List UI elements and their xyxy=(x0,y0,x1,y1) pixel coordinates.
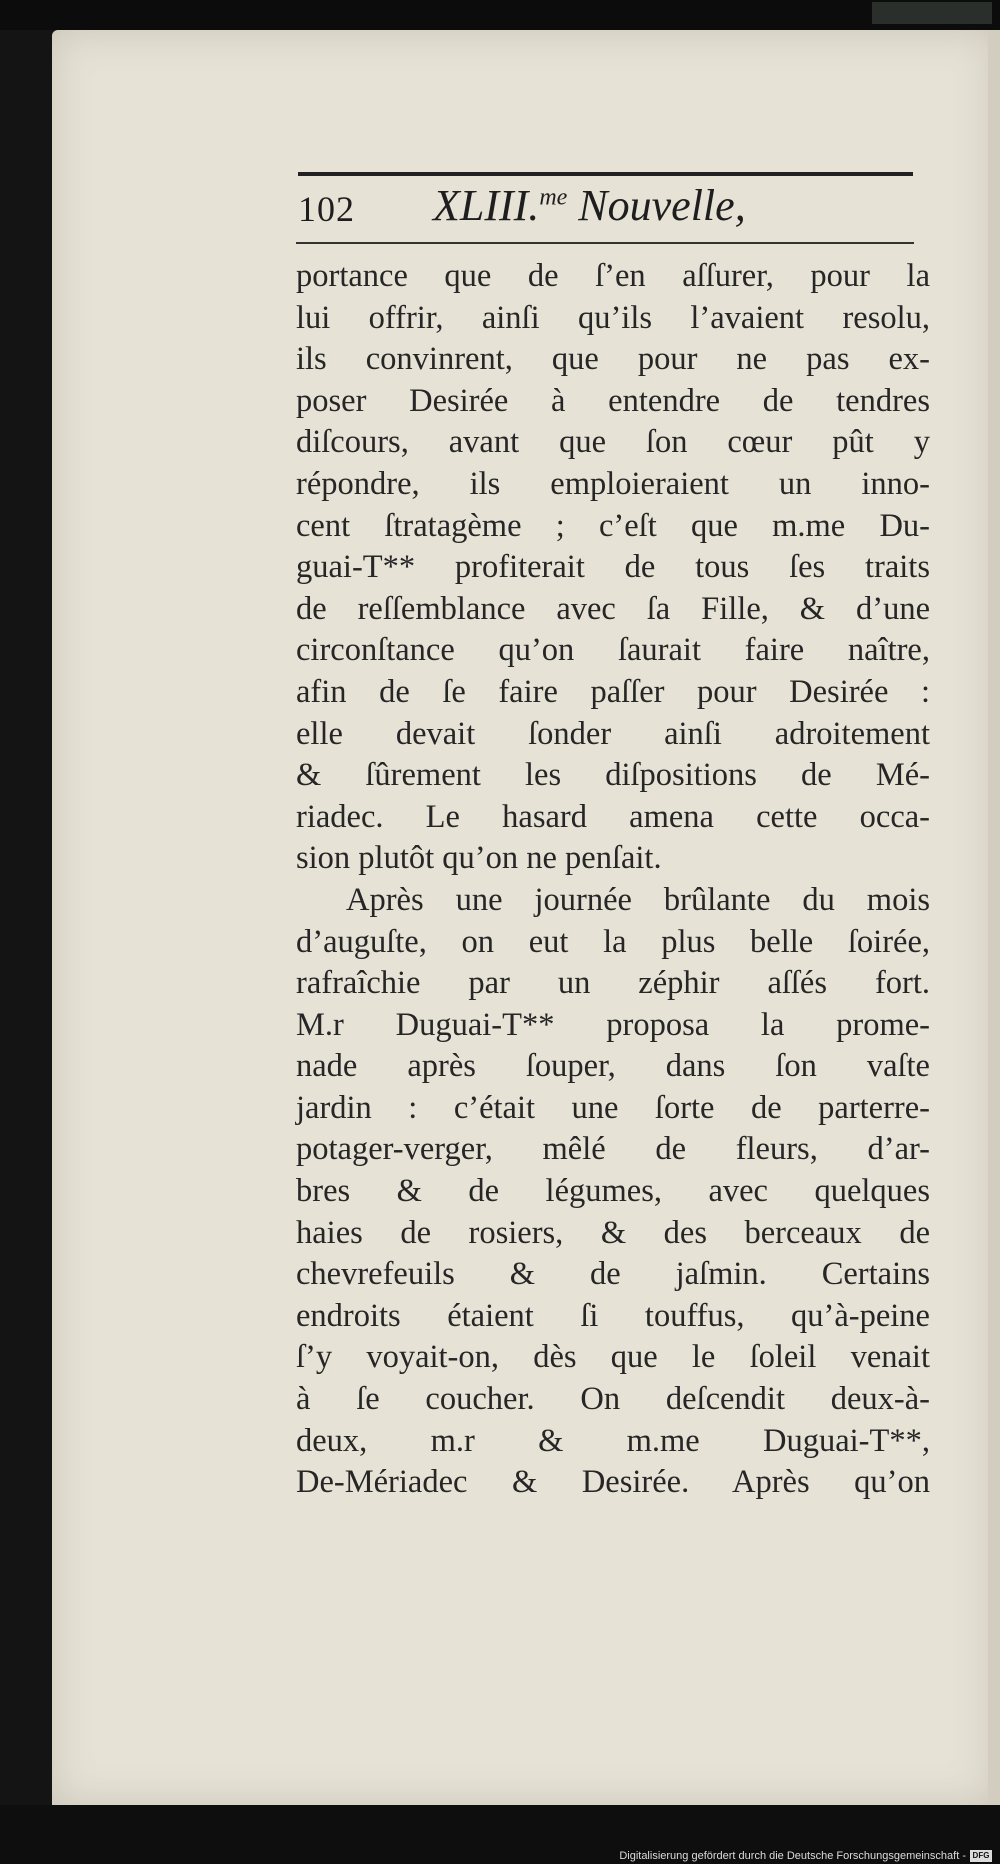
text-line: bres & de légumes, avec quelques xyxy=(296,1173,930,1210)
text-line: jardin : c’était une ſorte de parterre- xyxy=(296,1089,930,1126)
text-line: elle devait ſonder ainſi adroitement xyxy=(296,715,930,752)
text-line: & ſûrement les diſpositions de Mé- xyxy=(296,757,930,794)
text-line: ſ’y voyait-on, dès que le ſoleil venait xyxy=(296,1339,930,1376)
credit-text: Digitalisierung gefördert durch die Deutsche Forschungsgemeinschaft - xyxy=(619,1850,966,1862)
text-line: M.r Duguai-T** proposa la prome- xyxy=(296,1006,930,1043)
running-title xyxy=(433,180,746,231)
dfg-logo-icon: DFG xyxy=(970,1850,992,1862)
text-line: lui offrir, ainſi qu’ils l’avaient resolu, xyxy=(296,299,930,336)
text-line: répondre, ils emploieraient un inno- xyxy=(296,465,930,502)
text-line: à ſe coucher. On deſcendit deux-à- xyxy=(296,1381,930,1418)
header-rule-bottom xyxy=(296,242,914,244)
text-line: deux, m.r & m.me Duguai-T**, xyxy=(296,1422,930,1459)
page-edge xyxy=(988,30,1000,1805)
running-title-comma: , xyxy=(734,181,746,230)
text-line: poser Desirée à entendre de tendres xyxy=(296,382,930,419)
book-cover-edge xyxy=(872,2,992,24)
text-line: de reſſemblance avec ſa Fille, & d’une xyxy=(296,590,930,627)
text-line: guai-T** profiterait de tous ſes traits xyxy=(296,549,930,586)
text-line: diſcours, avant que ſon cœur pût y xyxy=(296,424,930,461)
text-line: portance que de ſ’en aſſurer, pour la xyxy=(296,258,930,294)
text-line: potager-verger, mêlé de fleurs, d’ar- xyxy=(296,1131,930,1168)
text-line: haies de rosiers, & des berceaux de xyxy=(296,1214,930,1251)
text-line: De-Mériadec & Desirée. Après qu’on xyxy=(296,1464,930,1501)
text-line: afin de ſe faire paſſer pour Desirée : xyxy=(296,673,930,710)
running-title-word: Nouvelle xyxy=(567,181,735,230)
text-line: d’auguſte, on eut la plus belle ſoirée, xyxy=(296,923,930,960)
text-line: rafraîchie par un zéphir aſſés fort. xyxy=(296,965,930,1002)
text-line: endroits étaient ſi touffus, qu’à-peine xyxy=(296,1297,930,1334)
text-line: nade après ſouper, dans ſon vaſte xyxy=(296,1048,930,1085)
text-line: circonſtance qu’on ſaurait faire naître, xyxy=(296,632,930,669)
text-line: chevrefeuils & de jaſmin. Certains xyxy=(296,1256,930,1293)
text-line: riadec. Le hasard amena cette occa- xyxy=(296,798,930,835)
text-line: ils convinrent, que pour ne pas ex- xyxy=(296,341,930,378)
running-title-superscript: me xyxy=(539,184,568,211)
text-line: Après une journée brûlante du mois xyxy=(346,881,930,918)
body-text xyxy=(296,256,930,1504)
digitization-credit xyxy=(619,1848,992,1864)
running-header xyxy=(298,176,913,240)
page-number: 102 xyxy=(298,189,355,229)
text-line: cent ſtratagème ; c’eſt que m.me Du- xyxy=(296,507,930,544)
scan-top-border xyxy=(0,0,1000,30)
running-title-number: XLIII. xyxy=(433,181,540,230)
text-line: sion plutôt qu’on ne penſait. xyxy=(296,840,662,877)
